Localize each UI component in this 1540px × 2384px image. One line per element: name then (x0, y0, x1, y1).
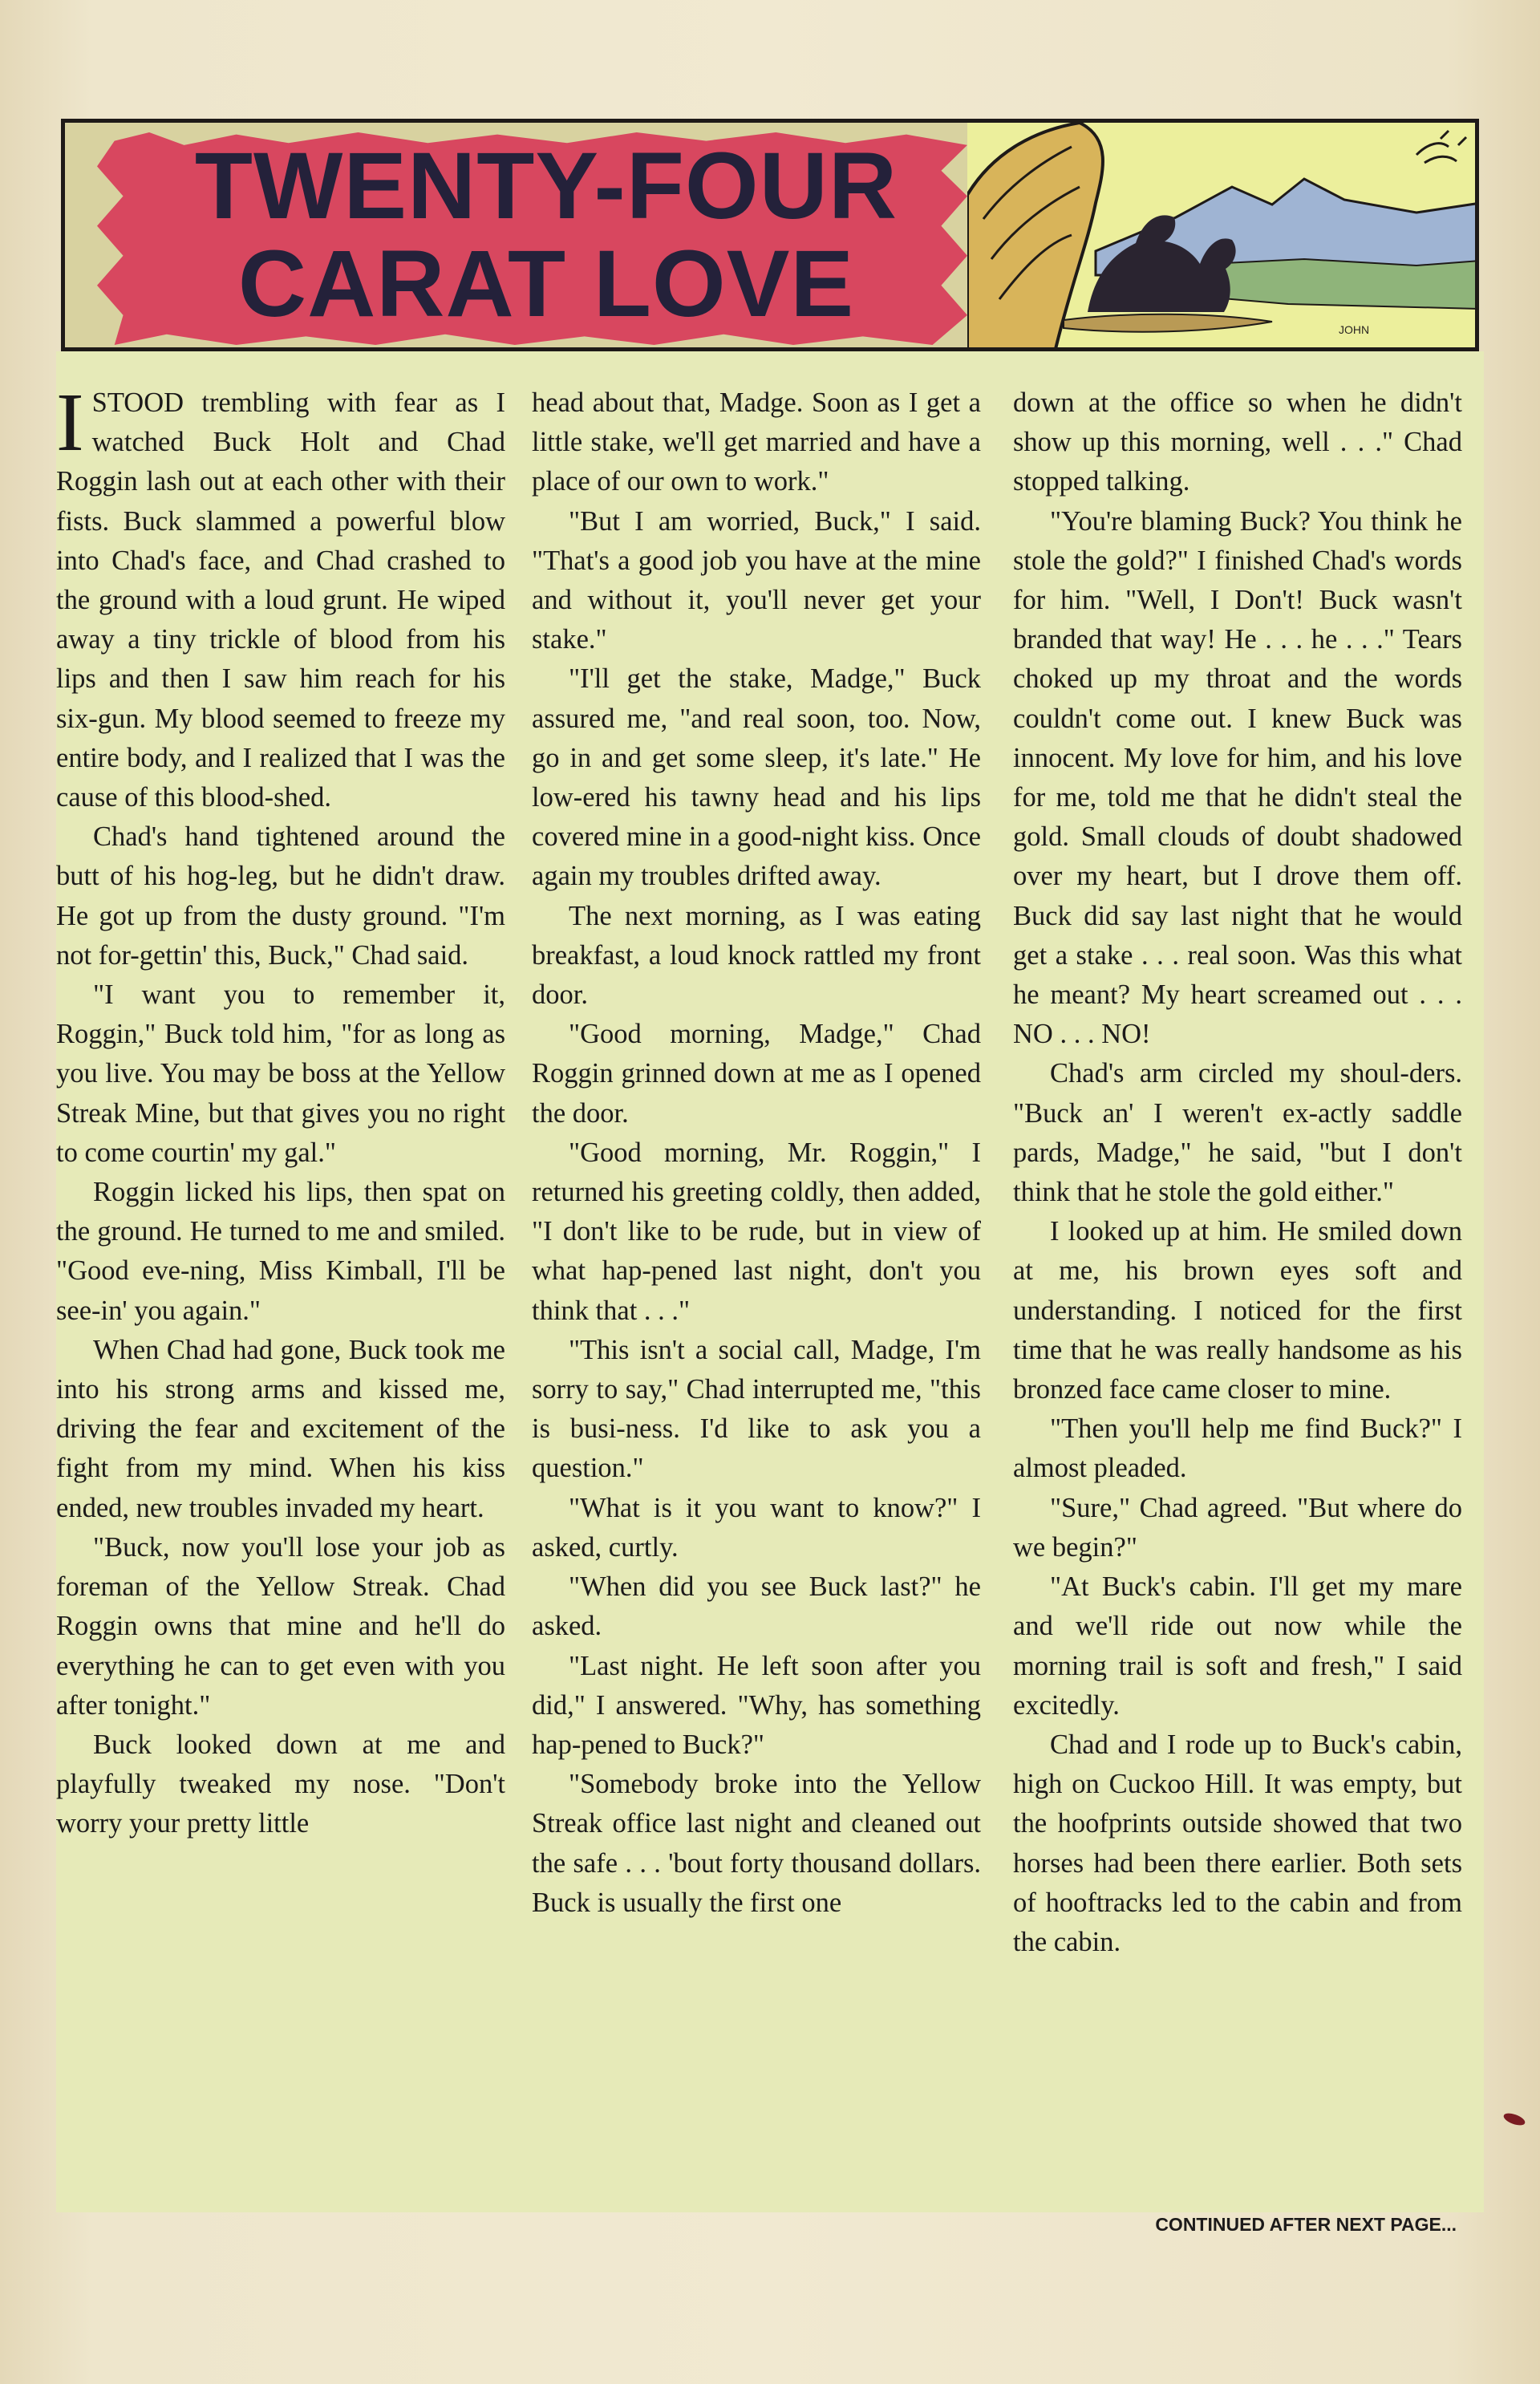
artist-signature: JOHN (1339, 323, 1370, 336)
drop-cap: I (56, 376, 84, 468)
paragraph: "Good morning, Madge," Chad Roggin grinned down at me as I opened the door. (532, 1019, 981, 1129)
text-column-1 (56, 376, 505, 1844)
paragraph: "Then you'll help me find Buck?" I almost pleaded. (1013, 1413, 1462, 1484)
paragraph: "I want you to remember it, Roggin," Buck told him, "for as long as you live. You may be boss at the Yellow Streak Mine, but that gives you no right to come courtin' my gal." (56, 979, 505, 1168)
paragraph: Chad and I rode up to Buck's cabin, high on Cuckoo Hill. It was empty, but the hoofprints outside showed that two horses had been there earlier. Both sets of hooftracks led to the cabin and from the cabin. (1013, 1729, 1462, 1957)
paragraph: "What is it you want to know?" I asked, curtly. (532, 1492, 981, 1563)
couple-landscape-illustration (967, 123, 1479, 349)
paragraph: "When did you see Buck last?" he asked. (532, 1571, 981, 1642)
paragraph: "Good morning, Mr. Roggin," I returned his greeting coldly, then added, "I don't like to be rude, but in view of what hap-pened last night, don't you think that . . ." (532, 1137, 981, 1326)
story-title-line-1: TWENTY-FOUR (194, 133, 898, 239)
paragraph: Roggin licked his lips, then spat on the ground. He turned to me and smiled. "Good eve-ning, Miss Kimball, I'll be see-in' you again." (56, 1177, 505, 1326)
paragraph: "But I am worried, Buck," I said. "That's a good job you have at the mine and without it, you'll never get your stake." (532, 505, 981, 655)
paragraph: "At Buck's cabin. I'll get my mare and we'll ride out now while the morning trail is soft and fresh," I said excitedly. (1013, 1571, 1462, 1721)
paragraph: Chad's arm circled my shoul-ders. "Buck an' I weren't ex-actly saddle pards, Madge," he said, "but I don't think that he stole the gold either." (1013, 1058, 1462, 1208)
paragraph: "Sure," Chad agreed. "But where do we begin?" (1013, 1492, 1462, 1563)
paragraph: "You're blaming Buck? You think he stole the gold?" I finished Chad's words for him. "Well, I Don't! Buck wasn't branded that way! He . . . he . . ." Tears choked up my throat and the words couldn't come out. I knew Buck was innocent. My love for him, and his love for me, told me that he didn't steal the gold. Small clouds of doubt shadowed over my heart, but I drove them off. Buck did say last night that he would get a stake . . . real soon. Was this what he meant? My heart screamed out . . . NO . . . NO! (1013, 505, 1462, 1050)
paragraph: "This isn't a social call, Madge, I'm sorry to say," Chad interrupted me, "this is busi-ness. I'd like to ask you a question." (532, 1334, 981, 1484)
text-column-2 (532, 383, 981, 1923)
paragraph: The next morning, as I was eating breakfast, a loud knock rattled my front door. (532, 900, 981, 1011)
paragraph: head about that, Madge. Soon as I get a little stake, we'll get married and have a place of our own to work." (532, 387, 981, 497)
paragraph: Chad's hand tightened around the butt of his hog-leg, but he didn't draw. He got up from the dusty ground. "I'm not for-gettin' this, Buck," Chad said. (56, 821, 505, 971)
story-title-line-2: CARAT LOVE (237, 231, 855, 337)
paragraph: "Last night. He left soon after you did," I answered. "Why, has something hap-pened to Buck?" (532, 1650, 981, 1760)
text-column-3 (1013, 383, 1462, 1962)
title-banner (61, 119, 1479, 351)
paragraph: down at the office so when he didn't show up this morning, well . . ." Chad stopped talking. (1013, 387, 1462, 497)
paragraph: Buck looked down at me and playfully tweaked my nose. "Don't worry your pretty little (56, 1729, 505, 1839)
continued-notice: CONTINUED AFTER NEXT PAGE... (1155, 2214, 1457, 2235)
story-title (153, 133, 939, 337)
paragraph: "Somebody broke into the Yellow Streak office last night and cleaned out the safe . . . 'bout forty thousand dollars. Buck is usually the first one (532, 1769, 981, 1918)
paragraph: I looked up at him. He smiled down at me, his brown eyes soft and understanding. I noticed for the first time that he was really handsome as his bronzed face came closer to mine. (1013, 1216, 1462, 1405)
paragraph: ISTOOD trembling with fear as I watched Buck Holt and Chad Roggin lash out at each other with their fists. Buck slammed a powerful blow into Chad's face, and Chad crashed to the ground with a loud grunt. He wiped away a tiny trickle of blood from his lips and then I saw him reach for his six-gun. My blood seemed to freeze my entire body, and I realized that I was the cause of this blood-shed. (56, 376, 505, 813)
paragraph: When Chad had gone, Buck took me into his strong arms and kissed me, driving the fear and excitement of the fight from my mind. When his kiss ended, new troubles invaded my heart. (56, 1334, 505, 1523)
paragraph: "Buck, now you'll lose your job as foreman of the Yellow Streak. Chad Roggin owns that mine and he'll do everything he can to get even with you after tonight." (56, 1531, 505, 1721)
paragraph: "I'll get the stake, Madge," Buck assured me, "and real soon, too. Now, go in and get some sleep, it's late." He low-ered his tawny head and his lips covered mine in a good-night kiss. Once again my troubles drifted away. (532, 663, 981, 892)
